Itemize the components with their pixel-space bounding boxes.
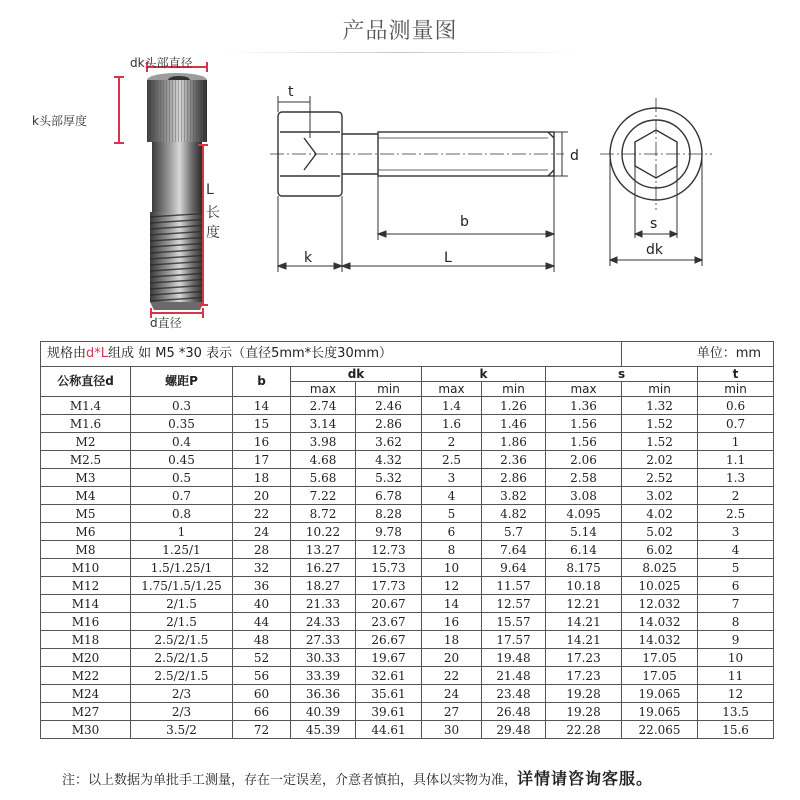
cell-dk-max: 3.98 xyxy=(291,433,356,451)
spec-table-container xyxy=(40,341,773,763)
cell-dk-min: 4.32 xyxy=(356,451,422,469)
cell-diameter: M8 xyxy=(41,541,131,559)
table-row xyxy=(41,469,774,487)
cell-diameter: M10 xyxy=(41,559,131,577)
cell-dk-min: 17.73 xyxy=(356,577,422,595)
cell-k-max: 10 xyxy=(422,559,482,577)
cell-b: 48 xyxy=(233,631,291,649)
cell-b: 18 xyxy=(233,469,291,487)
cell-dk-min: 3.62 xyxy=(356,433,422,451)
cell-dk-max: 2.74 xyxy=(291,397,356,415)
cell-k-min: 7.64 xyxy=(482,541,546,559)
cell-k-max: 6 xyxy=(422,523,482,541)
cell-s-min: 1.32 xyxy=(622,397,698,415)
cell-k-max: 2 xyxy=(422,433,482,451)
cell-dk-max: 27.33 xyxy=(291,631,356,649)
cell-s-min: 12.032 xyxy=(622,595,698,613)
cell-diameter: M30 xyxy=(41,721,131,739)
subheader-s-max: max xyxy=(546,382,622,397)
cell-diameter: M20 xyxy=(41,649,131,667)
cell-s-max: 19.28 xyxy=(546,685,622,703)
cell-dk-min: 5.32 xyxy=(356,469,422,487)
cell-s-max: 2.58 xyxy=(546,469,622,487)
header-nominal-diameter: 公称直径d xyxy=(41,367,131,397)
cell-s-max: 3.08 xyxy=(546,487,622,505)
length-label-char2: 长 xyxy=(206,205,220,221)
unit-label: 单位：mm xyxy=(622,342,774,367)
footer-note-text: 注：以上数据为单批手工测量，存在一定误差，介意者慎拍，具体以实物为准， xyxy=(62,773,518,788)
cell-diameter: M3 xyxy=(41,469,131,487)
cell-t-min: 2.5 xyxy=(698,505,774,523)
cell-k-max: 1.6 xyxy=(422,415,482,433)
footer-note xyxy=(62,766,782,789)
cell-diameter: M22 xyxy=(41,667,131,685)
cell-dk-max: 24.33 xyxy=(291,613,356,631)
footer-note-contact: 详情请咨询客服。 xyxy=(517,769,654,788)
cell-t-min: 5 xyxy=(698,559,774,577)
cell-dk-min: 2.86 xyxy=(356,415,422,433)
cell-t-min: 0.7 xyxy=(698,415,774,433)
cell-dk-min: 39.61 xyxy=(356,703,422,721)
cell-dk-min: 26.67 xyxy=(356,631,422,649)
cell-k-min: 12.57 xyxy=(482,595,546,613)
side-view-drawing xyxy=(268,74,579,284)
cell-k-max: 14 xyxy=(422,595,482,613)
cell-t-min: 2 xyxy=(698,487,774,505)
table-row xyxy=(41,667,774,685)
cell-dk-max: 10.22 xyxy=(291,523,356,541)
cell-s-max: 2.06 xyxy=(546,451,622,469)
cell-pitch: 2.5/2/1.5 xyxy=(131,667,233,685)
cell-dk-max: 4.68 xyxy=(291,451,356,469)
cell-s-min: 3.02 xyxy=(622,487,698,505)
cell-s-min: 1.52 xyxy=(622,433,698,451)
table-row xyxy=(41,523,774,541)
cell-k-max: 16 xyxy=(422,613,482,631)
header-t: t xyxy=(698,367,774,382)
cell-s-max: 14.21 xyxy=(546,613,622,631)
cell-b: 24 xyxy=(233,523,291,541)
cell-t-min: 1 xyxy=(698,433,774,451)
cell-s-min: 4.02 xyxy=(622,505,698,523)
cell-s-max: 17.23 xyxy=(546,649,622,667)
table-row xyxy=(41,613,774,631)
t-label: t xyxy=(288,84,294,100)
header-b: b xyxy=(233,367,291,397)
side-view-graphic xyxy=(268,74,568,284)
cell-k-min: 4.82 xyxy=(482,505,546,523)
cell-diameter: M16 xyxy=(41,613,131,631)
cell-diameter: M27 xyxy=(41,703,131,721)
cell-k-max: 20 xyxy=(422,649,482,667)
cell-dk-min: 32.61 xyxy=(356,667,422,685)
cell-diameter: M5 xyxy=(41,505,131,523)
cell-b: 56 xyxy=(233,667,291,685)
cell-s-min: 19.065 xyxy=(622,685,698,703)
cell-k-max: 22 xyxy=(422,667,482,685)
cell-s-max: 8.175 xyxy=(546,559,622,577)
cell-dk-max: 40.39 xyxy=(291,703,356,721)
table-row xyxy=(41,631,774,649)
cell-diameter: M4 xyxy=(41,487,131,505)
cell-b: 72 xyxy=(233,721,291,739)
cell-pitch: 0.4 xyxy=(131,433,233,451)
dk-label: dk xyxy=(646,242,663,258)
cell-t-min: 4 xyxy=(698,541,774,559)
cell-k-min: 26.48 xyxy=(482,703,546,721)
cell-diameter: M14 xyxy=(41,595,131,613)
cell-s-max: 14.21 xyxy=(546,631,622,649)
spec-table xyxy=(40,341,774,739)
header-k: k xyxy=(422,367,546,382)
cell-s-min: 17.05 xyxy=(622,649,698,667)
cell-pitch: 0.7 xyxy=(131,487,233,505)
table-row xyxy=(41,649,774,667)
cell-b: 36 xyxy=(233,577,291,595)
cell-s-min: 19.065 xyxy=(622,703,698,721)
header-s: s xyxy=(546,367,698,382)
cell-dk-max: 45.39 xyxy=(291,721,356,739)
table-row xyxy=(41,415,774,433)
cell-dk-max: 30.33 xyxy=(291,649,356,667)
spec-table-body xyxy=(41,397,774,739)
cell-s-max: 4.095 xyxy=(546,505,622,523)
table-row xyxy=(41,577,774,595)
cell-k-min: 29.48 xyxy=(482,721,546,739)
cell-s-min: 14.032 xyxy=(622,613,698,631)
cell-k-min: 1.86 xyxy=(482,433,546,451)
cell-diameter: M12 xyxy=(41,577,131,595)
cell-k-max: 8 xyxy=(422,541,482,559)
cell-k-max: 30 xyxy=(422,721,482,739)
cell-s-min: 2.52 xyxy=(622,469,698,487)
cell-b: 60 xyxy=(233,685,291,703)
subheader-dk-min: min xyxy=(356,382,422,397)
table-row xyxy=(41,721,774,739)
cell-s-max: 12.21 xyxy=(546,595,622,613)
cell-t-min: 9 xyxy=(698,631,774,649)
cell-pitch: 1.75/1.5/1.25 xyxy=(131,577,233,595)
table-row xyxy=(41,595,774,613)
cell-k-min: 2.36 xyxy=(482,451,546,469)
length-label-char3: 度 xyxy=(206,225,220,241)
cell-pitch: 0.8 xyxy=(131,505,233,523)
cell-t-min: 12 xyxy=(698,685,774,703)
cell-t-min: 6 xyxy=(698,577,774,595)
cell-b: 66 xyxy=(233,703,291,721)
k-head-thickness-label: k头部厚度 xyxy=(32,114,87,128)
header-dk: dk xyxy=(291,367,422,382)
cell-pitch: 0.5 xyxy=(131,469,233,487)
cell-k-max: 5 xyxy=(422,505,482,523)
cell-b: 32 xyxy=(233,559,291,577)
cell-t-min: 13.5 xyxy=(698,703,774,721)
cell-s-max: 1.56 xyxy=(546,433,622,451)
table-row xyxy=(41,451,774,469)
cell-dk-max: 21.33 xyxy=(291,595,356,613)
subheader-k-min: min xyxy=(482,382,546,397)
cell-dk-max: 5.68 xyxy=(291,469,356,487)
cell-t-min: 10 xyxy=(698,649,774,667)
table-row xyxy=(41,433,774,451)
table-row xyxy=(41,541,774,559)
table-row xyxy=(41,505,774,523)
cell-dk-min: 15.73 xyxy=(356,559,422,577)
cell-k-max: 2.5 xyxy=(422,451,482,469)
subheader-k-max: max xyxy=(422,382,482,397)
d-label: d xyxy=(570,148,579,164)
cell-diameter: M18 xyxy=(41,631,131,649)
length-label: L xyxy=(206,182,214,198)
cell-dk-max: 33.39 xyxy=(291,667,356,685)
cell-s-max: 5.14 xyxy=(546,523,622,541)
cell-dk-min: 9.78 xyxy=(356,523,422,541)
cell-k-min: 2.86 xyxy=(482,469,546,487)
cell-dk-max: 16.27 xyxy=(291,559,356,577)
cell-k-min: 5.7 xyxy=(482,523,546,541)
cell-pitch: 0.35 xyxy=(131,415,233,433)
cell-k-max: 12 xyxy=(422,577,482,595)
cell-dk-max: 36.36 xyxy=(291,685,356,703)
cell-s-max: 6.14 xyxy=(546,541,622,559)
table-caption-row xyxy=(41,342,774,367)
cell-s-min: 2.02 xyxy=(622,451,698,469)
cell-k-min: 3.82 xyxy=(482,487,546,505)
cell-b: 52 xyxy=(233,649,291,667)
cell-t-min: 3 xyxy=(698,523,774,541)
cell-dk-max: 7.22 xyxy=(291,487,356,505)
cell-dk-min: 8.28 xyxy=(356,505,422,523)
cell-pitch: 2/1.5 xyxy=(131,595,233,613)
cell-s-max: 1.56 xyxy=(546,415,622,433)
spec-format-note xyxy=(41,342,622,367)
cell-pitch: 0.3 xyxy=(131,397,233,415)
cell-k-min: 11.57 xyxy=(482,577,546,595)
end-view-graphic xyxy=(600,82,730,270)
cell-k-max: 3 xyxy=(422,469,482,487)
subheader-t-min: min xyxy=(698,382,774,397)
table-row xyxy=(41,487,774,505)
header-pitch: 螺距P xyxy=(131,367,233,397)
table-row xyxy=(41,703,774,721)
cell-s-min: 10.025 xyxy=(622,577,698,595)
cell-pitch: 1.25/1 xyxy=(131,541,233,559)
cell-k-min: 1.46 xyxy=(482,415,546,433)
cell-diameter: M2 xyxy=(41,433,131,451)
cell-t-min: 15.6 xyxy=(698,721,774,739)
d-diameter-label: d直径 xyxy=(150,316,182,330)
cell-dk-max: 13.27 xyxy=(291,541,356,559)
cell-t-min: 1.3 xyxy=(698,469,774,487)
cell-pitch: 2.5/2/1.5 xyxy=(131,649,233,667)
table-row xyxy=(41,685,774,703)
cell-k-min: 17.57 xyxy=(482,631,546,649)
table-row xyxy=(41,397,774,415)
cell-dk-min: 23.67 xyxy=(356,613,422,631)
cell-dk-min: 12.73 xyxy=(356,541,422,559)
cell-pitch: 3.5/2 xyxy=(131,721,233,739)
page-title: 产品测量图 xyxy=(342,19,458,44)
cell-pitch: 1 xyxy=(131,523,233,541)
cell-diameter: M1.6 xyxy=(41,415,131,433)
cell-t-min: 11 xyxy=(698,667,774,685)
cell-k-max: 4 xyxy=(422,487,482,505)
subheader-s-min: min xyxy=(622,382,698,397)
cell-t-min: 1.1 xyxy=(698,451,774,469)
cell-k-min: 19.48 xyxy=(482,649,546,667)
cell-diameter: M2.5 xyxy=(41,451,131,469)
cell-pitch: 0.45 xyxy=(131,451,233,469)
caption-dL: d*L xyxy=(86,346,109,361)
cell-t-min: 8 xyxy=(698,613,774,631)
cell-pitch: 1.5/1.25/1 xyxy=(131,559,233,577)
cell-dk-min: 35.61 xyxy=(356,685,422,703)
cell-b: 28 xyxy=(233,541,291,559)
cell-k-min: 15.57 xyxy=(482,613,546,631)
cell-s-min: 17.05 xyxy=(622,667,698,685)
cell-t-min: 7 xyxy=(698,595,774,613)
table-row xyxy=(41,559,774,577)
cell-s-min: 14.032 xyxy=(622,631,698,649)
cell-diameter: M24 xyxy=(41,685,131,703)
table-header-row xyxy=(41,367,774,382)
s-label: s xyxy=(650,216,658,232)
cell-s-min: 1.52 xyxy=(622,415,698,433)
cell-dk-max: 18.27 xyxy=(291,577,356,595)
cell-s-max: 19.28 xyxy=(546,703,622,721)
caption-prefix: 规格由 xyxy=(47,346,87,361)
cell-k-min: 1.26 xyxy=(482,397,546,415)
cell-k-max: 18 xyxy=(422,631,482,649)
cell-b: 44 xyxy=(233,613,291,631)
caption-suffix: 组成 如 M5 *30 表示（直径5mm*长度30mm） xyxy=(108,346,393,361)
cell-b: 16 xyxy=(233,433,291,451)
cell-b: 40 xyxy=(233,595,291,613)
cell-b: 20 xyxy=(233,487,291,505)
cell-k-max: 1.4 xyxy=(422,397,482,415)
title-divider xyxy=(0,52,800,53)
cell-dk-max: 3.14 xyxy=(291,415,356,433)
cell-s-min: 6.02 xyxy=(622,541,698,559)
screw-photo-graphic xyxy=(30,62,230,334)
cell-dk-min: 19.67 xyxy=(356,649,422,667)
cell-dk-min: 6.78 xyxy=(356,487,422,505)
cell-b: 22 xyxy=(233,505,291,523)
cell-diameter: M6 xyxy=(41,523,131,541)
cell-pitch: 2/3 xyxy=(131,685,233,703)
cell-dk-min: 20.67 xyxy=(356,595,422,613)
cell-s-max: 1.36 xyxy=(546,397,622,415)
cell-t-min: 0.6 xyxy=(698,397,774,415)
cell-s-min: 22.065 xyxy=(622,721,698,739)
cell-b: 15 xyxy=(233,415,291,433)
cell-pitch: 2/3 xyxy=(131,703,233,721)
subheader-dk-max: max xyxy=(291,382,356,397)
cell-s-max: 22.28 xyxy=(546,721,622,739)
cell-k-max: 24 xyxy=(422,685,482,703)
k-label: k xyxy=(304,250,313,266)
b-label: b xyxy=(460,214,469,230)
cell-dk-min: 2.46 xyxy=(356,397,422,415)
cell-s-max: 10.18 xyxy=(546,577,622,595)
cell-k-min: 23.48 xyxy=(482,685,546,703)
cell-k-max: 27 xyxy=(422,703,482,721)
end-view-drawing xyxy=(600,82,730,270)
cell-s-max: 17.23 xyxy=(546,667,622,685)
cell-dk-max: 8.72 xyxy=(291,505,356,523)
cell-pitch: 2/1.5 xyxy=(131,613,233,631)
dk-head-diameter-label: dk头部直径 xyxy=(130,56,193,70)
L-label: L xyxy=(444,250,452,266)
cell-b: 14 xyxy=(233,397,291,415)
cell-b: 17 xyxy=(233,451,291,469)
cell-pitch: 2.5/2/1.5 xyxy=(131,631,233,649)
screw-photo xyxy=(30,56,230,334)
cell-dk-min: 44.61 xyxy=(356,721,422,739)
cell-k-min: 21.48 xyxy=(482,667,546,685)
cell-k-min: 9.64 xyxy=(482,559,546,577)
cell-diameter: M1.4 xyxy=(41,397,131,415)
cell-s-min: 8.025 xyxy=(622,559,698,577)
cell-s-min: 5.02 xyxy=(622,523,698,541)
